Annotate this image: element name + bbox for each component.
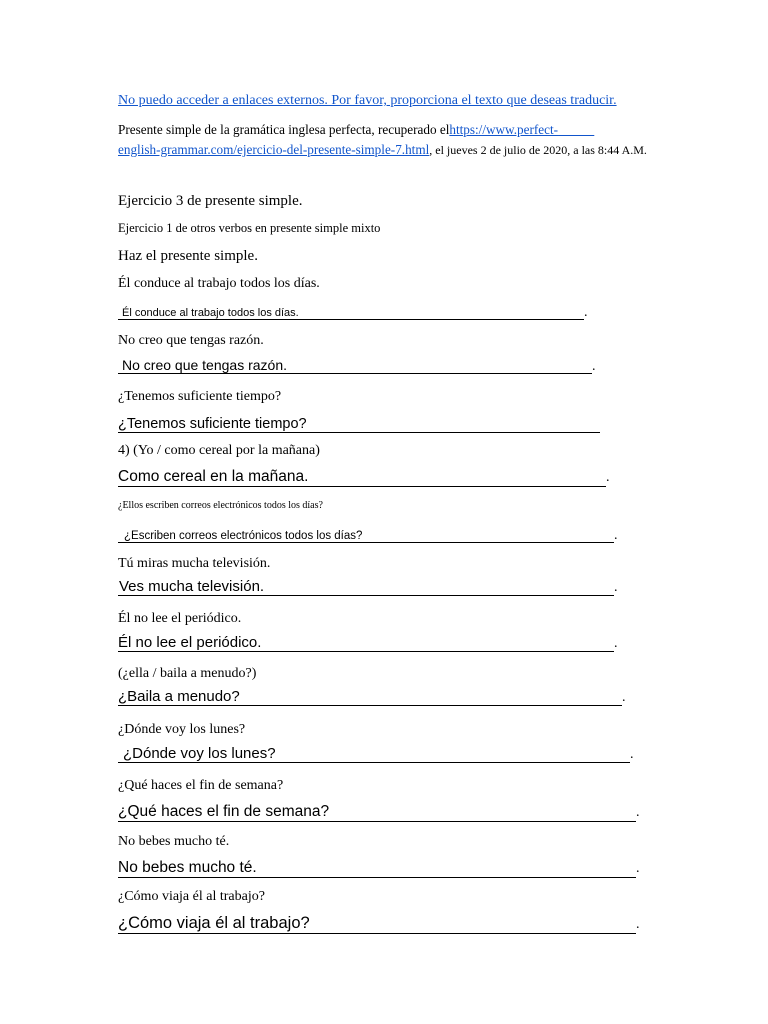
exercise-prompt-12: ¿Cómo viaja él al trabajo? (118, 889, 265, 904)
answer-field-3[interactable]: ¿Tenemos suficiente tiempo? (118, 416, 600, 433)
exercise-prompt-3: ¿Tenemos suficiente tiempo? (118, 389, 282, 404)
answer-end-7: . (614, 636, 618, 651)
exercise-answer-row-4 (118, 468, 610, 487)
exercise-answer-row-10 (118, 803, 640, 822)
answer-end-1: . (584, 305, 588, 320)
exercise-subheading: Ejercicio 1 de otros verbos en presente simple mixto (118, 221, 381, 235)
exercise-answer-row-2 (118, 357, 596, 375)
translation-note[interactable]: No puedo acceder a enlaces externos. Por favor, proporciona el texto que deseas traducir. (118, 93, 617, 108)
answer-end-2: . (592, 359, 596, 374)
answer-field-9[interactable]: ¿Dónde voy los lunes? (118, 745, 630, 763)
exercise-prompt-2: No creo que tengas razón. (118, 333, 264, 348)
exercise-answer-row-3 (118, 415, 600, 433)
exercise-prompt-8: (¿ella / baila a menudo?) (118, 666, 257, 681)
exercise-answer-row-5 (118, 526, 618, 544)
exercise-answer-row-11 (118, 859, 640, 878)
source-link[interactable]: https://www.perfect- (449, 122, 559, 137)
answer-field-2[interactable]: No creo que tengas razón. (118, 357, 592, 374)
answer-field-6[interactable]: Ves mucha televisión. (118, 578, 614, 596)
answer-field-11[interactable]: No bebes mucho té. (118, 859, 636, 878)
answer-end-9: . (630, 747, 634, 762)
answer-field-5[interactable]: ¿Escriben correos electrónicos todos los días? (118, 530, 614, 543)
answer-field-7[interactable]: Él no lee el periódico. (118, 634, 614, 652)
exercise-answer-row-1 (118, 303, 588, 321)
answer-end-11: . (636, 861, 640, 876)
citation-suffix: , el jueves 2 de julio de 2020, a las 8:44 A.M. (429, 143, 647, 157)
answer-field-12[interactable]: ¿Cómo viaja él al trabajo? (118, 914, 636, 934)
answer-field-1[interactable]: Él conduce al trabajo todos los días. (118, 307, 584, 320)
citation-prefix: Presente simple de la gramática inglesa perfecta, recuperado el (118, 122, 450, 137)
answer-end-6: . (614, 580, 618, 595)
citation (118, 120, 718, 160)
exercise-prompt-5: ¿Ellos escriben correos electrónicos todos los días? (118, 500, 323, 511)
exercise-prompt-1: Él conduce al trabajo todos los días. (118, 276, 320, 291)
exercise-answer-row-7 (118, 634, 618, 652)
answer-end-8: . (622, 690, 626, 705)
exercise-prompt-4: 4) (Yo / como cereal por la mañana) (118, 443, 320, 458)
exercise-prompt-9: ¿Dónde voy los lunes? (118, 722, 246, 737)
exercise-answer-row-9 (118, 745, 634, 763)
answer-field-4[interactable]: Como cereal en la mañana. (118, 468, 606, 487)
exercise-instruction: Haz el presente simple. (118, 248, 258, 264)
answer-end-4: . (606, 470, 610, 485)
exercise-answer-row-8 (118, 688, 626, 706)
answer-end-10: . (636, 805, 640, 820)
exercise-prompt-10: ¿Qué haces el fin de semana? (118, 778, 284, 793)
exercise-answer-row-6 (118, 578, 618, 596)
answer-field-10[interactable]: ¿Qué haces el fin de semana? (118, 803, 636, 822)
answer-field-8[interactable]: ¿Baila a menudo? (118, 688, 622, 706)
answer-end-5: . (614, 528, 618, 543)
exercise-prompt-11: No bebes mucho té. (118, 834, 230, 849)
exercise-prompt-7: Él no lee el periódico. (118, 611, 242, 626)
link-underline-gap (558, 122, 594, 137)
exercise-prompt-6: Tú miras mucha televisión. (118, 556, 271, 571)
exercise-heading: Ejercicio 3 de presente simple. (118, 193, 303, 209)
answer-end-12: . (636, 917, 640, 932)
source-link-continued[interactable]: english-grammar.com/ejercicio-del-presente-simple-7.html (118, 142, 430, 157)
exercise-answer-row-12 (118, 914, 640, 934)
